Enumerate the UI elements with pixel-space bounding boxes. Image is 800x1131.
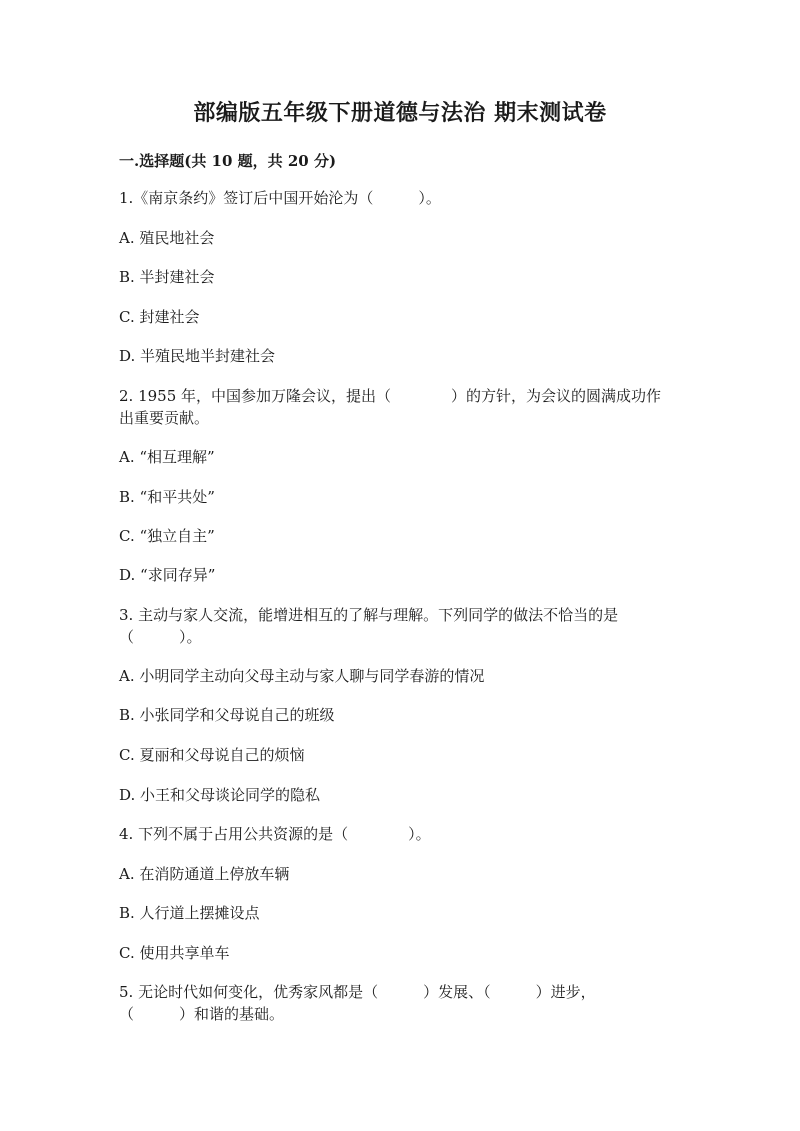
section-heading: 一.选择题(共 10 题，共 20 分) (119, 152, 337, 170)
question-1-option-a: A. 殖民地社会 (119, 229, 215, 247)
question-1-option-d: D. 半殖民地半封建社会 (119, 347, 276, 365)
question-3-stem-line2: （ ）。 (119, 628, 202, 646)
question-3-option-a: A. 小明同学主动向父母主动与家人聊与同学春游的情况 (119, 667, 485, 685)
question-2-stem-line2: 出重要贡献。 (119, 409, 210, 427)
question-3-option-b: B. 小张同学和父母说自己的班级 (119, 706, 335, 724)
question-2-stem-line1: 2. 1955 年，中国参加万隆会议，提出（ ）的方针，为会议的圆满成功作 (119, 387, 662, 405)
question-1-stem: 1.《南京条约》签订后中国开始沦为（ ）。 (119, 189, 441, 207)
question-3-option-c: C. 夏丽和父母说自己的烦恼 (119, 746, 305, 764)
question-4-stem: 4. 下列不属于占用公共资源的是（ ）。 (119, 825, 431, 843)
question-2-option-b: B. “和平共处” (119, 488, 215, 506)
question-4-option-b: B. 人行道上摆摊设点 (119, 904, 260, 922)
question-1-option-c: C. 封建社会 (119, 308, 200, 326)
question-3-stem-line1: 3. 主动与家人交流，能增进相互的了解与理解。下列同学的做法不恰当的是 (119, 606, 619, 624)
question-4-option-c: C. 使用共享单车 (119, 944, 230, 962)
question-5-stem-line2: （ ）和谐的基础。 (119, 1005, 285, 1023)
question-5-stem-line1: 5. 无论时代如何变化，优秀家风都是（ ）发展、（ ）进步， (119, 983, 596, 1001)
question-2-option-c: C. “独立自主” (119, 527, 215, 545)
question-4-option-a: A. 在消防通道上停放车辆 (119, 865, 290, 883)
question-1-option-b: B. 半封建社会 (119, 268, 215, 286)
question-3-option-d: D. 小王和父母谈论同学的隐私 (119, 786, 321, 804)
question-2-option-d: D. “求同存异” (119, 566, 216, 584)
page-title: 部编版五年级下册道德与法治 期末测试卷 (193, 100, 607, 126)
question-2-option-a: A. “相互理解” (119, 448, 215, 466)
